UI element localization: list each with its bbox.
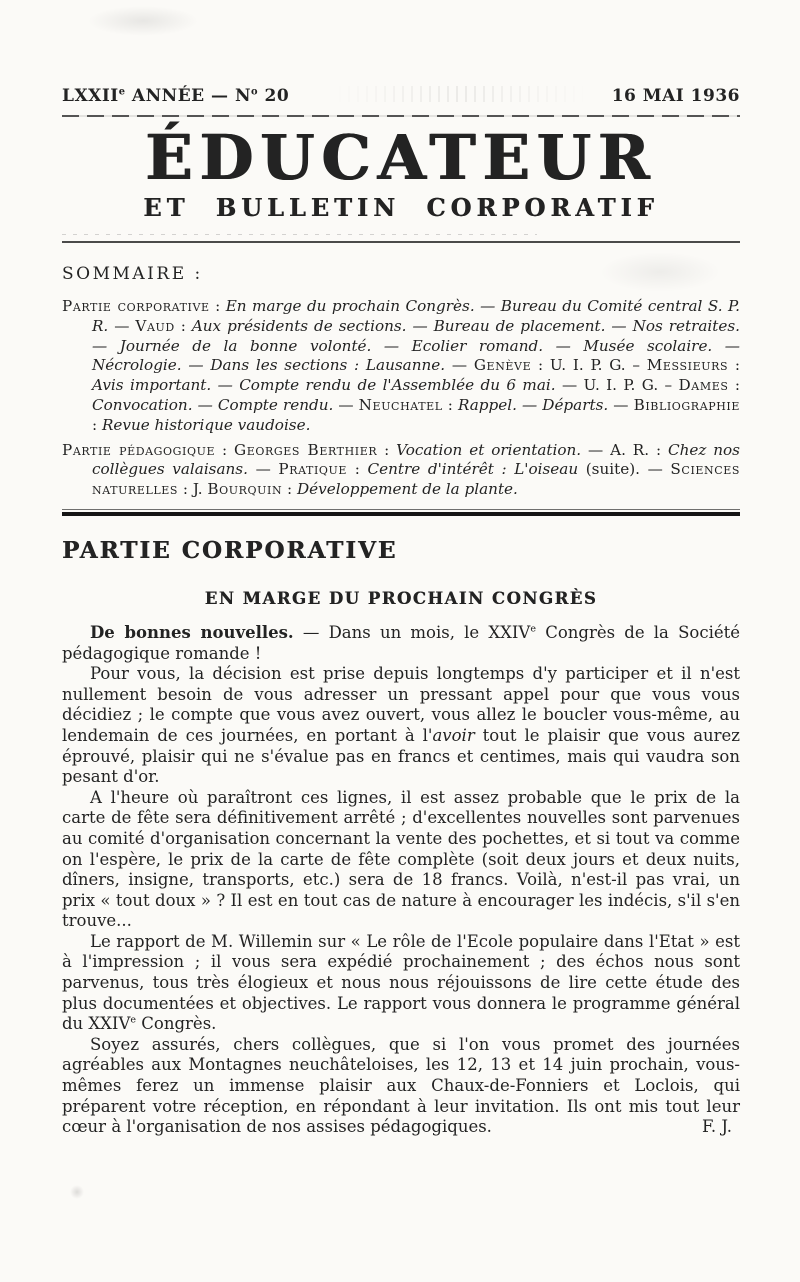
text-segment: Développement de la plante.: [296, 480, 518, 499]
text-segment: :: [442, 395, 458, 414]
double-rule-thin-line: [62, 509, 740, 510]
text-segment: avoir: [432, 725, 475, 745]
article-body: [62, 623, 740, 1138]
text-segment: :: [377, 440, 397, 459]
text-segment: Le rapport de M. Willemin sur « Le rôle de l'Ecole populaire dans l'Etat » est à l'impression ; il vous sera expédié prochainement ; des échos nous sont parvenus, tous très élogieux et nous nous réjouissons de lire cette étude des plus documentées et objectives. Le rapport vous donnera le programme général du XXIV: [62, 931, 740, 1034]
article-title: EN MARGE DU PROCHAIN CONGRÈS: [204, 588, 598, 608]
text-segment: Chez nos collègues valaisans.: [92, 440, 740, 479]
text-segment: Rappel. — Départs.: [457, 395, 609, 414]
text-segment: Congrès de la Société pédagogique romande !: [62, 622, 741, 663]
text-segment: Partie pédagogique: [62, 440, 216, 459]
paragraph-text: [62, 1035, 740, 1136]
sommaire-label: SOMMAIRE :: [62, 264, 203, 284]
text-segment: :: [347, 460, 368, 479]
paragraph-last: [62, 1035, 740, 1138]
paragraph: [62, 788, 740, 932]
text-segment: : J.: [178, 480, 208, 499]
text-segment: (suite). —: [578, 460, 671, 479]
sommaire-entry-corporative: [62, 297, 740, 436]
text-segment: e: [530, 623, 536, 635]
masthead-issue-row: [62, 0, 740, 106]
text-segment: Pour vous, la décision est prise depuis longtemps d'y participer et il n'est nullement besoin de vous adresser un pressant appel pour que vous vous décidiez ; le compte que vous avez ouvert, vous allez le boucler vous-même, au lendemain de ces journées, en portant à l': [62, 664, 740, 745]
paragraph: [62, 623, 740, 664]
text-segment: Avis important. — Compte rendu de l'Assemblée du 6 mai.: [92, 376, 556, 395]
text-segment: — A. R. :: [581, 440, 668, 459]
section-heading: PARTIE CORPORATIVE: [62, 536, 398, 564]
text-segment: Soyez assurés, chers collègues, que si l'on vous promet des journées agréables aux Montagnes neuchâteloises, les 12, 13 et 14 juin prochain, vous-mêmes ferez un immense plaisir aux Chaux-de-Fonniers et Loclois, qui préparent votre réception, en répondant à leur invitation. Ils ont mis tout leur cœur à l'organisation de nos assises pédagogiques.: [62, 1034, 740, 1137]
text-segment: —: [445, 356, 474, 375]
text-segment: Pratique: [278, 460, 348, 479]
text-segment: :: [215, 440, 235, 459]
dotted-rule: [62, 234, 537, 235]
text-segment: :: [728, 376, 740, 395]
text-segment: — Dans un mois, le XXIV: [293, 622, 531, 642]
text-segment: Convocation. — Compte rendu.: [92, 395, 334, 414]
text-segment: Aux présidents de sections. — Bureau de placement. — Nos retraites. — Journée de la bonne volonté. — Ecolier romand. — Musée scolaire. — Nécrologie. — Dans les sections : Lausanne.: [92, 316, 740, 375]
text-segment: Revue historique vaudoise.: [101, 415, 311, 434]
text-segment: —: [608, 395, 634, 414]
text-segment: ANNÉE — N: [125, 86, 251, 106]
text-segment: :: [92, 415, 102, 434]
text-segment: Congrès.: [136, 1014, 217, 1034]
masthead-title: ÉDUCATEUR: [145, 121, 657, 194]
text-segment: tout le plaisir que vous aurez éprouvé, plaisir qui ne s'évalue pas en francs et centimes, mais qui vaudra son pesant d'or.: [62, 725, 741, 787]
paragraph: [62, 932, 740, 1035]
text-segment: De bonnes nouvelles.: [90, 622, 294, 642]
issue-number: [62, 86, 289, 106]
paragraph: [62, 664, 740, 788]
text-segment: Centre d'intérêt : L'oiseau: [367, 460, 579, 479]
text-segment: 20: [258, 86, 290, 106]
issue-date: 16 MAI 1936: [611, 86, 740, 106]
text-segment: Bourquin: [207, 480, 283, 499]
text-segment: :: [728, 356, 740, 375]
text-segment: o: [251, 86, 259, 98]
scan-smudge: [70, 1185, 84, 1199]
text-segment: :: [174, 316, 192, 335]
text-segment: En marge du prochain Congrès. — Bureau du Comité central S. P. R.: [92, 297, 740, 335]
text-segment: :: [209, 297, 226, 315]
double-rule-thick-line: [62, 512, 740, 516]
text-segment: —: [247, 460, 279, 479]
text-segment: — U. I. P. G. –: [555, 376, 679, 395]
text-segment: Bibliographie: [633, 395, 741, 414]
text-segment: Vaud: [135, 316, 175, 335]
text-segment: Sciences naturelles: [92, 460, 741, 499]
sommaire: [62, 297, 740, 500]
text-segment: A l'heure où paraîtront ces lignes, il est assez probable que le prix de la carte de fête sera définitivement arrêté ; d'excellentes nouvelles sont parvenues au comité d'organisation concernant la vente des pochettes, et si tout va comme on l'espère, le prix de la carte de fête complète (soit deux jours et deux nuits, dîners, insigne, transports, etc.) sera de 18 francs. Voilà, n'est-il pas vrai, un prix « tout doux » ? Il est en tout cas de nature à encourager les indécis, s'il s'en trouve...: [62, 787, 740, 931]
section-double-rule: [62, 509, 740, 516]
text-segment: Neuchatel: [358, 395, 443, 414]
text-segment: LXXII: [62, 86, 119, 106]
text-segment: Genève: [473, 356, 532, 375]
sommaire-entry-pedagogique: [62, 441, 740, 500]
text-segment: Georges Berthier: [234, 440, 378, 459]
text-segment: —: [333, 395, 359, 414]
text-segment: —: [108, 316, 136, 335]
text-segment: Vocation et orientation.: [396, 440, 582, 459]
masthead-subtitle: ET BULLETIN CORPORATIF: [143, 193, 659, 222]
text-segment: Partie corporative: [62, 297, 210, 315]
dashed-rule: [62, 115, 740, 117]
thin-rule: [62, 241, 740, 243]
text-segment: Messieurs: [646, 356, 729, 375]
text-segment: Dames: [678, 376, 729, 395]
text-segment: : U. I. P. G. –: [531, 356, 647, 375]
text-segment: e: [130, 1014, 137, 1026]
signature: F. J.: [702, 1117, 732, 1137]
text-segment: e: [118, 86, 126, 98]
text-segment: :: [282, 480, 297, 499]
